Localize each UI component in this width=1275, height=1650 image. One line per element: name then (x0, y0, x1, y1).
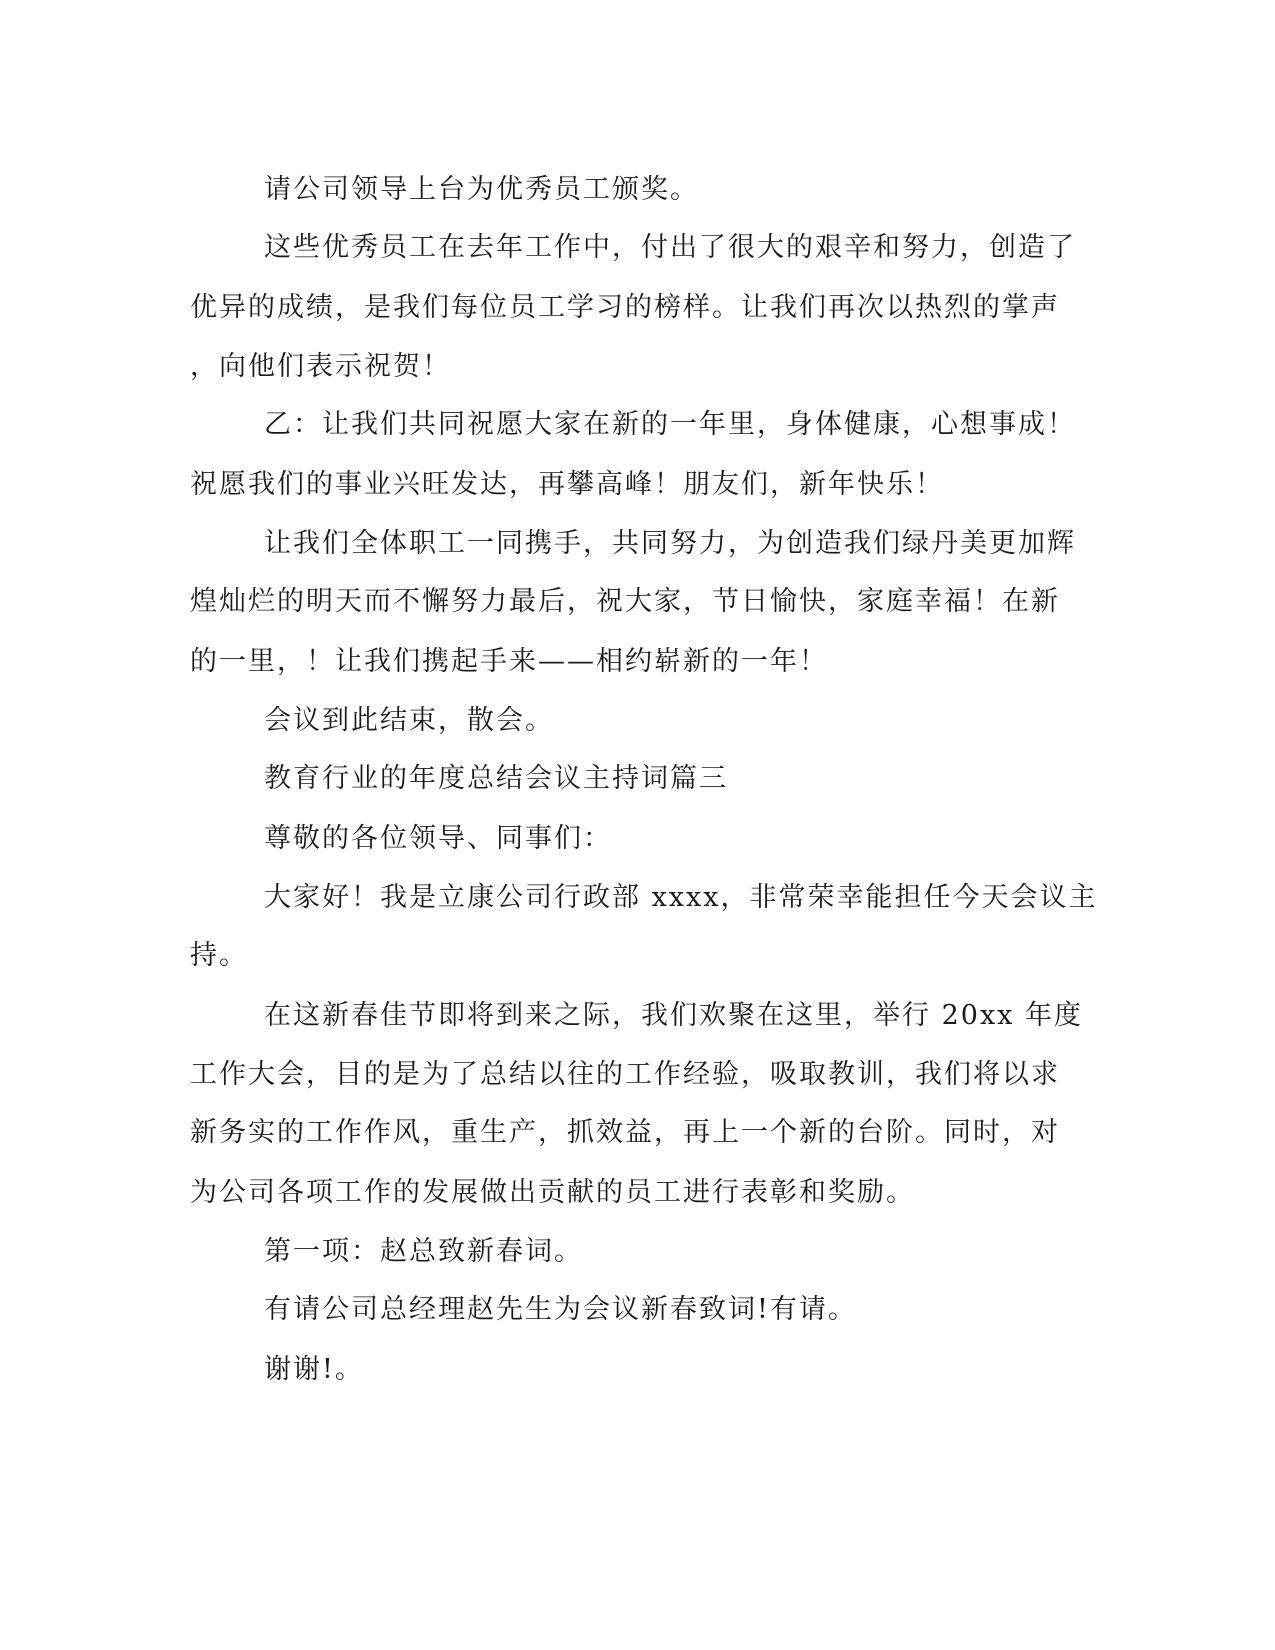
paragraph-line: 谢谢!。 (264, 1354, 364, 1385)
paragraph-line: 为公司各项工作的发展做出贡献的员工进行表彰和奖励。 (190, 1177, 915, 1208)
paragraph-line: 煌灿烂的明天而不懈努力最后，祝大家，节日愉快，家庭幸福！在新 (190, 586, 1060, 617)
section-heading: 教育行业的年度总结会议主持词篇三 (264, 763, 728, 794)
paragraph-line: ，向他们表示祝贺！ (190, 351, 451, 382)
paragraph-line: 在这新春佳节即将到来之际，我们欢聚在这里，举行 20xx 年度 (264, 1000, 1083, 1031)
paragraph-line: 请公司领导上台为优秀员工颁奖。 (264, 174, 699, 205)
paragraph-line: 这些优秀员工在去年工作中，付出了很大的艰辛和努力，创造了 (264, 232, 1076, 263)
paragraph-line: 第一项：赵总致新春词。 (264, 1236, 583, 1267)
paragraph-line: 新务实的工作作风，重生产，抓效益，再上一个新的台阶。同时，对 (190, 1117, 1060, 1148)
paragraph-line: 有请公司总经理赵先生为会议新春致词!有请。 (264, 1294, 857, 1325)
paragraph-line: 祝愿我们的事业兴旺发达，再攀高峰！朋友们，新年快乐！ (190, 469, 944, 500)
paragraph-line: 乙：让我们共同祝愿大家在新的一年里，身体健康，心想事成！ (264, 409, 1076, 440)
paragraph-line: 优异的成绩，是我们每位员工学习的榜样。让我们再次以热烈的掌声 (190, 292, 1060, 323)
paragraph-line: 会议到此结束，散会。 (264, 705, 554, 736)
paragraph-line: 的一里，！让我们携起手来——相约崭新的一年！ (190, 646, 828, 677)
paragraph-line: 大家好！我是立康公司行政部 xxxx，非常荣幸能担任今天会议主 (264, 882, 1098, 913)
paragraph-line: 让我们全体职工一同携手，共同努力，为创造我们绿丹美更加辉 (264, 528, 1076, 559)
paragraph-line: 持。 (190, 940, 248, 971)
salutation-line: 尊敬的各位领导、同事们： (264, 823, 612, 854)
paragraph-line: 工作大会，目的是为了总结以往的工作经验，吸取教训，我们将以求 (190, 1059, 1060, 1090)
